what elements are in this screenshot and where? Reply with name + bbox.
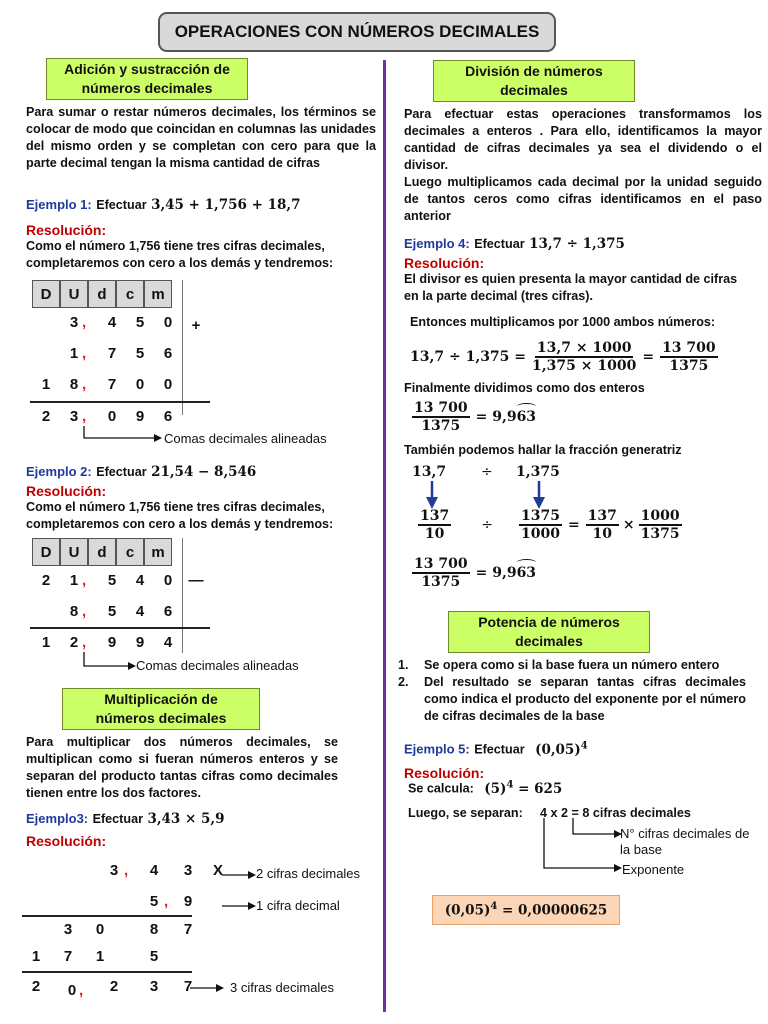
example-2-explain: Como el número 1,756 tiene tres cifras decimales, completaremos con cero a los demás y tendremos: (26, 500, 334, 531)
header-c: c (116, 280, 144, 308)
sum-line-2 (30, 627, 210, 629)
times-sign: X (212, 862, 223, 879)
digit: 2 (109, 978, 119, 995)
result-2-fraction (412, 556, 470, 590)
se-calcula-label: Se calcula: (408, 781, 474, 796)
multiplication-header-line1: Multiplicación de (104, 691, 218, 707)
example-4-multiply: Entonces multiplicamos por 1000 ambos números: (410, 315, 716, 329)
gen-equals: = (567, 517, 580, 533)
gen-c-den: 10 (592, 526, 613, 542)
power-item-1: Se opera como si la base fuera un número entero (424, 658, 720, 672)
digit: 8 (149, 921, 159, 938)
calc-result: = 625 (518, 780, 563, 797)
power-item-1-number: 1. (398, 658, 409, 672)
final-base: (0,05) (444, 902, 491, 919)
digit: 1 (41, 634, 51, 651)
result-2-numerator: 13 700 (414, 556, 468, 572)
gen-a-den: 10 (424, 526, 445, 542)
decimal-comma: , (82, 572, 87, 589)
calculation (408, 779, 562, 798)
digit: 6 (163, 603, 173, 620)
eq1-denominator: 1,375 × 1000 (532, 358, 637, 374)
digit: 5 (149, 893, 159, 910)
calc-base: (5) (484, 780, 507, 797)
resolution-4: Resolución: (404, 255, 485, 271)
decimal-comma: , (82, 408, 87, 425)
digit: 3 (63, 921, 73, 938)
arrow-icon (80, 650, 136, 672)
digit: 5 (135, 345, 145, 362)
gen-a: 13,7 (412, 464, 447, 480)
digit: 4 (149, 862, 159, 879)
gen-b: 1,375 (516, 464, 560, 480)
final-exponent: 4 (490, 901, 498, 913)
periodic-digits: 63 (516, 409, 537, 425)
result-1-denominator: 1375 (421, 418, 461, 434)
gen-d-num: 1000 (640, 508, 680, 524)
division-text-2: Luego multiplicamos cada decimal por la unidad seguido de tantos ceros como cifras identificamos en el paso anterior (404, 175, 762, 223)
example-4 (404, 235, 625, 253)
bracket-arrows-icon (538, 818, 622, 876)
digit: 7 (183, 921, 193, 938)
aligned-note-1: Comas decimales alineadas (164, 431, 327, 446)
power-item-2: Del resultado se separan tantas cifras decimales como indica el producto del exponente por el número de cifras decimales de la base (424, 675, 746, 723)
power-header (448, 611, 650, 653)
example-3 (26, 810, 225, 828)
page-title: OPERACIONES CON NÚMEROS DECIMALES (158, 12, 556, 52)
example-2 (26, 463, 256, 481)
header-D: D (32, 538, 60, 566)
result-1-fraction (412, 400, 470, 434)
fraction-generatrix-text: También podemos hallar la fracción generatriz (404, 443, 682, 457)
decimal-comma: , (164, 893, 169, 910)
decimal-comma: , (124, 862, 129, 879)
digit: 6 (163, 408, 173, 425)
digit: 7 (107, 376, 117, 393)
table-1-headers (32, 280, 172, 308)
gen-d-den: 1375 (640, 526, 680, 542)
arrow-icon (80, 424, 162, 444)
digit: 2 (41, 408, 51, 425)
header-U: U (60, 538, 88, 566)
digit: 3 (183, 862, 193, 879)
mult-note-1: 2 cifras decimales (256, 866, 361, 881)
sum-line-1 (30, 401, 210, 403)
minus-sign: — (188, 572, 204, 589)
example-4-label: Ejemplo 4: (404, 236, 470, 251)
decimal-comma: , (82, 345, 87, 362)
gen-c-fraction (586, 508, 619, 542)
digit: 9 (107, 634, 117, 651)
power-header-line2: decimales (515, 633, 583, 649)
periodic-digits: 63 (516, 565, 537, 581)
header-c: c (116, 538, 144, 566)
eq1-fraction-2 (660, 340, 718, 374)
eq1-numerator-2: 13 700 (662, 340, 716, 356)
result-1-numerator: 13 700 (414, 400, 468, 416)
power-header-line1: Potencia de números (478, 614, 620, 630)
multiplication-header (62, 688, 260, 730)
digit: 1 (69, 572, 79, 589)
table-1-rightline (182, 280, 183, 415)
generatrix-equation (418, 508, 682, 542)
digit: 0 (95, 921, 105, 938)
digit: 4 (107, 314, 117, 331)
digit: 5 (107, 603, 117, 620)
result-1-value: = 9,9 (475, 409, 517, 425)
header-m: m (144, 538, 172, 566)
example-2-text: Efectuar (96, 465, 147, 479)
header-U: U (60, 280, 88, 308)
digit: 4 (135, 603, 145, 620)
example-3-label: Ejemplo3: (26, 811, 89, 826)
note-exponente: Exponente (622, 862, 685, 877)
digit: 2 (41, 572, 51, 589)
gen-a-num: 137 (420, 508, 450, 524)
example-4-text: Efectuar (474, 237, 525, 251)
digit: 0 (107, 408, 117, 425)
periodic-part (517, 409, 536, 425)
gen-b-fraction (519, 508, 562, 542)
example-5 (404, 740, 588, 759)
digit: 9 (135, 408, 145, 425)
mult-note-3: 3 cifras decimales (230, 980, 335, 995)
mult-line-1 (22, 915, 192, 917)
eq1-left: 13,7 ÷ 1,375 = (410, 349, 527, 365)
division-header (433, 60, 635, 102)
result-2 (412, 556, 536, 590)
example-1-text: Efectuar (96, 198, 147, 212)
example-5-exponent: 4 (580, 740, 588, 751)
example-1-label: Ejemplo 1: (26, 197, 92, 212)
calc-exponent: 4 (506, 779, 514, 790)
eq1-equals: = (642, 349, 655, 365)
digit: 7 (63, 948, 73, 965)
arrow-right-icon (222, 870, 256, 880)
digit: 1 (31, 948, 41, 965)
resolution-3: Resolución: (26, 833, 107, 849)
digit: 3 (149, 978, 159, 995)
gen-divide-2: ÷ (481, 517, 493, 533)
gen-c-num: 137 (587, 508, 617, 524)
table-2-rightline (182, 538, 183, 653)
example-1-expression: 3,45 + 1,756 + 18,7 (151, 197, 301, 213)
digit: 7 (107, 345, 117, 362)
eq1-denominator-2: 1375 (669, 358, 709, 374)
mult-note-2: 1 cifra decimal (256, 898, 340, 913)
digit: 9 (135, 634, 145, 651)
digit: 4 (163, 634, 173, 651)
decimal-comma: , (82, 634, 87, 651)
multiplication-header-line2: números decimales (95, 710, 227, 726)
table-2-headers (32, 538, 172, 566)
header-d: d (88, 538, 116, 566)
digit: 0 (135, 376, 145, 393)
example-4-expression: 13,7 ÷ 1,375 (529, 236, 625, 252)
plus-sign: + (191, 317, 201, 334)
luego-label: Luego, se separan: (408, 806, 523, 820)
gen-a-fraction (418, 508, 451, 542)
digit: 4 (135, 572, 145, 589)
resolution-1: Resolución: (26, 222, 107, 238)
example-3-text: Efectuar (92, 812, 143, 826)
division-header-line1: División de números (465, 63, 603, 79)
example-1 (26, 196, 301, 214)
arrow-down-icon (426, 481, 438, 509)
arrow-right-icon (190, 983, 224, 993)
digit: 3 (109, 862, 119, 879)
example-5-base: (0,05) (535, 741, 581, 758)
addition-header-line1: Adición y sustracción de (64, 61, 230, 77)
arrow-right-icon (222, 901, 256, 911)
example-3-expression: 3,43 × 5,9 (147, 811, 225, 827)
digit: 2 (31, 978, 41, 995)
final-division-text: Finalmente dividimos como dos enteros (404, 381, 645, 395)
header-d: d (88, 280, 116, 308)
example-5-text: Efectuar (474, 742, 525, 757)
digit: 1 (69, 345, 79, 362)
digit: 8 (69, 376, 79, 393)
aligned-note-2: Comas decimales alineadas (136, 658, 299, 673)
division-text-1: Para efectuar estas operaciones transformamos los decimales a enteros . Para ello, identificamos la mayor cantidad de cifras decimales ya sea el dividendo o el divisor. (404, 107, 762, 172)
gen-b-num: 1375 (520, 508, 560, 524)
header-D: D (32, 280, 60, 308)
digit: 5 (107, 572, 117, 589)
equation-1 (410, 340, 718, 374)
division-header-line2: decimales (500, 82, 568, 98)
result-2-value: = 9,9 (475, 565, 517, 581)
note-cifras-decimales: N° cifras decimales de la base (620, 826, 750, 857)
resolution-5: Resolución: (404, 765, 485, 781)
result-1 (412, 400, 536, 434)
digit: 5 (149, 948, 159, 965)
example-1-explain: Como el número 1,756 tiene tres cifras decimales, completaremos con cero a los demás y tendremos: (26, 239, 334, 270)
mult-line-2 (22, 971, 192, 973)
digit: 1 (41, 376, 51, 393)
decimal-comma: , (82, 603, 87, 620)
example-5-label: Ejemplo 5: (404, 741, 470, 757)
digit: 6 (163, 345, 173, 362)
digit: 3 (69, 314, 79, 331)
final-result: = 0,00000625 (502, 902, 608, 919)
periodic-arc (517, 559, 536, 566)
example-2-expression: 21,54 − 8,546 (151, 464, 257, 480)
header-m: m (144, 280, 172, 308)
gen-b-den: 1000 (520, 526, 560, 542)
decimal-comma: , (79, 982, 84, 999)
periodic-arc (517, 403, 536, 410)
result-2-denominator: 1375 (421, 574, 461, 590)
decimal-comma: , (82, 314, 87, 331)
digit: 3 (69, 408, 79, 425)
resolution-2: Resolución: (26, 483, 107, 499)
digit: 0 (163, 376, 173, 393)
digit: 5 (135, 314, 145, 331)
digit: 0 (163, 572, 173, 589)
separation-expression: 4 x 2 = 8 cifras decimales (540, 806, 691, 820)
example-2-label: Ejemplo 2: (26, 464, 92, 479)
addition-header (46, 58, 248, 100)
digit: 1 (95, 948, 105, 965)
multiplication-text: Para multiplicar dos números decimales, se multiplican como si fueran números enteros y se separan del producto tantas cifras como decimales tienen entre los dos factores. (26, 735, 338, 800)
digit: 0 (163, 314, 173, 331)
arrow-down-icon (533, 481, 545, 509)
final-result-box (432, 895, 620, 925)
digit: 8 (69, 603, 79, 620)
eq1-numerator: 13,7 × 1000 (536, 340, 632, 356)
addition-header-line2: números decimales (81, 80, 213, 96)
gen-times: × (622, 517, 635, 533)
digit: 7 (183, 978, 193, 995)
decimal-comma: , (82, 376, 87, 393)
eq1-fraction (532, 340, 636, 374)
digit: 9 (183, 893, 193, 910)
digit: 2 (69, 634, 79, 651)
power-item-2-number: 2. (398, 675, 409, 689)
gen-divide: ÷ (481, 464, 493, 480)
addition-text: Para sumar o restar números decimales, los términos se colocar de modo que coincidan en columnas las unidades del mismo orden y se completan con cero para que la parte decimal tengan la misma cantidad de cifras (26, 105, 376, 170)
periodic-part (517, 565, 536, 581)
digit: 0 (67, 982, 77, 999)
example-4-explain: El divisor es quien presenta la mayor cantidad de cifras en la parte decimal (tres cifras). (404, 272, 738, 303)
gen-d-fraction (639, 508, 682, 542)
column-divider (383, 60, 386, 1012)
